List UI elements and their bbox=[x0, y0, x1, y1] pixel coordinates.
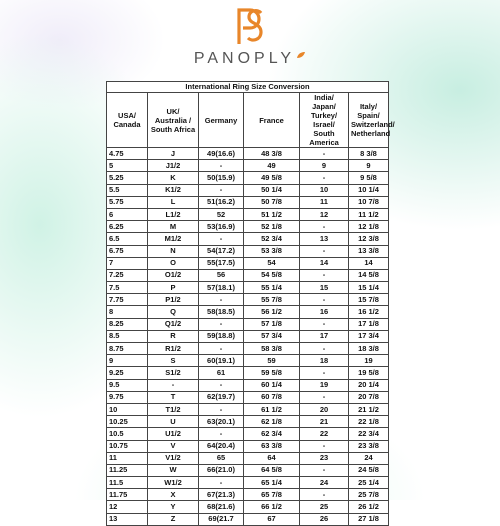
table-cell: 24 bbox=[300, 477, 349, 489]
table-cell: 54 5/8 bbox=[244, 269, 300, 281]
table-row bbox=[107, 501, 389, 513]
table-cell: 51(16.2) bbox=[199, 196, 244, 208]
table-cell: 56 bbox=[199, 269, 244, 281]
table-cell: 25 7/8 bbox=[349, 489, 389, 501]
table-cell: - bbox=[300, 343, 349, 355]
table-cell: V bbox=[148, 440, 199, 452]
table-row bbox=[107, 330, 389, 342]
table-cell: 55(17.5) bbox=[199, 257, 244, 269]
table-row bbox=[107, 184, 389, 196]
table-cell: 48 3/8 bbox=[244, 148, 300, 160]
table-cell: 12 bbox=[300, 208, 349, 220]
table-cell: 10 7/8 bbox=[349, 196, 389, 208]
table-cell: 67(21.3) bbox=[199, 489, 244, 501]
table-row bbox=[107, 513, 389, 525]
table-cell: 11 1/2 bbox=[349, 208, 389, 220]
table-header-row bbox=[107, 93, 389, 148]
table-cell: 23 3/8 bbox=[349, 440, 389, 452]
table-cell: 18 bbox=[300, 355, 349, 367]
table-cell: - bbox=[300, 294, 349, 306]
table-cell: 61 bbox=[199, 367, 244, 379]
header-italy-spain: Italy/ Spain/ Switzerland/ Netherland bbox=[349, 93, 389, 148]
table-cell: - bbox=[199, 403, 244, 415]
table-cell: - bbox=[199, 428, 244, 440]
table-row bbox=[107, 245, 389, 257]
table-cell: 59 5/8 bbox=[244, 367, 300, 379]
table-cell: 22 1/8 bbox=[349, 416, 389, 428]
table-cell: Q1/2 bbox=[148, 318, 199, 330]
table-row bbox=[107, 477, 389, 489]
table-cell: 27 1/8 bbox=[349, 513, 389, 525]
table-cell: L1/2 bbox=[148, 208, 199, 220]
table-cell: 7.5 bbox=[107, 282, 148, 294]
table-cell: 9.25 bbox=[107, 367, 148, 379]
table-cell: - bbox=[199, 318, 244, 330]
table-cell: 13 bbox=[300, 233, 349, 245]
table-cell: 19 bbox=[300, 379, 349, 391]
table-cell: 17 1/8 bbox=[349, 318, 389, 330]
header-usa-canada: USA/ Canada bbox=[107, 93, 148, 148]
table-cell: 54 bbox=[244, 257, 300, 269]
table-cell: W bbox=[148, 464, 199, 476]
table-cell: 10 bbox=[300, 184, 349, 196]
table-cell: Y bbox=[148, 501, 199, 513]
table-cell: 14 5/8 bbox=[349, 269, 389, 281]
table-cell: 8.25 bbox=[107, 318, 148, 330]
table-cell: 58(18.5) bbox=[199, 306, 244, 318]
table-cell: 25 bbox=[300, 501, 349, 513]
table-cell: 11.5 bbox=[107, 477, 148, 489]
table-cell: Q bbox=[148, 306, 199, 318]
table-cell: 49(16.6) bbox=[199, 148, 244, 160]
table-row bbox=[107, 367, 389, 379]
table-cell: 66 1/2 bbox=[244, 501, 300, 513]
table-row bbox=[107, 172, 389, 184]
table-cell: 52 bbox=[199, 208, 244, 220]
table-row bbox=[107, 306, 389, 318]
table-cell: - bbox=[300, 440, 349, 452]
table-cell: 13 3/8 bbox=[349, 245, 389, 257]
table-cell: 62 1/8 bbox=[244, 416, 300, 428]
table-cell: 6 bbox=[107, 208, 148, 220]
table-cell: 14 bbox=[349, 257, 389, 269]
table-row bbox=[107, 269, 389, 281]
header-india-japan: India/ Japan/ Turkey/ Israel/ South America bbox=[300, 93, 349, 148]
table-cell: K1/2 bbox=[148, 184, 199, 196]
table-cell: 22 bbox=[300, 428, 349, 440]
table-cell: 9 5/8 bbox=[349, 172, 389, 184]
table-cell: 49 5/8 bbox=[244, 172, 300, 184]
table-row bbox=[107, 440, 389, 452]
table-row bbox=[107, 403, 389, 415]
table-title-row bbox=[107, 82, 389, 93]
table-cell: 64 5/8 bbox=[244, 464, 300, 476]
table-cell: R1/2 bbox=[148, 343, 199, 355]
table-cell: 64(20.4) bbox=[199, 440, 244, 452]
table-cell: 52 1/8 bbox=[244, 221, 300, 233]
table-cell: 15 bbox=[300, 282, 349, 294]
table-cell: U bbox=[148, 416, 199, 428]
table-cell: 19 5/8 bbox=[349, 367, 389, 379]
table-cell: 56 1/2 bbox=[244, 306, 300, 318]
table-cell: 20 7/8 bbox=[349, 391, 389, 403]
table-cell: 64 bbox=[244, 452, 300, 464]
table-cell: R bbox=[148, 330, 199, 342]
table-cell: 5.25 bbox=[107, 172, 148, 184]
table-cell: X bbox=[148, 489, 199, 501]
table-cell: J1/2 bbox=[148, 160, 199, 172]
table-cell: 12 1/8 bbox=[349, 221, 389, 233]
table-cell: 15 1/4 bbox=[349, 282, 389, 294]
table-cell: M1/2 bbox=[148, 233, 199, 245]
header-germany: Germany bbox=[199, 93, 244, 148]
table-cell: 13 bbox=[107, 513, 148, 525]
table-cell: 10.25 bbox=[107, 416, 148, 428]
table-row bbox=[107, 294, 389, 306]
table-cell: 17 3/4 bbox=[349, 330, 389, 342]
leaf-icon bbox=[296, 51, 306, 59]
table-cell: 21 1/2 bbox=[349, 403, 389, 415]
table-row bbox=[107, 282, 389, 294]
table-cell: 16 1/2 bbox=[349, 306, 389, 318]
table-cell: 10 bbox=[107, 403, 148, 415]
table-row bbox=[107, 160, 389, 172]
table-row bbox=[107, 148, 389, 160]
table-row bbox=[107, 391, 389, 403]
table-cell: K bbox=[148, 172, 199, 184]
table-cell: - bbox=[300, 464, 349, 476]
table-cell: V1/2 bbox=[148, 452, 199, 464]
table-cell: O1/2 bbox=[148, 269, 199, 281]
table-cell: 62(19.7) bbox=[199, 391, 244, 403]
table-cell: 50(15.9) bbox=[199, 172, 244, 184]
table-cell: M bbox=[148, 221, 199, 233]
table-cell: 65 1/4 bbox=[244, 477, 300, 489]
table-cell: 63(20.1) bbox=[199, 416, 244, 428]
table-row bbox=[107, 428, 389, 440]
table-cell: 11.25 bbox=[107, 464, 148, 476]
table-cell: - bbox=[300, 269, 349, 281]
table-cell: P1/2 bbox=[148, 294, 199, 306]
table-cell: 9 bbox=[107, 355, 148, 367]
table-cell: 10.75 bbox=[107, 440, 148, 452]
table-cell: 6.75 bbox=[107, 245, 148, 257]
table-cell: 24 5/8 bbox=[349, 464, 389, 476]
table-cell: 11 bbox=[300, 196, 349, 208]
table-cell: 22 3/4 bbox=[349, 428, 389, 440]
table-cell: 55 1/4 bbox=[244, 282, 300, 294]
table-cell: 69(21.7 bbox=[199, 513, 244, 525]
table-cell: 66(21.0) bbox=[199, 464, 244, 476]
table-cell: 12 bbox=[107, 501, 148, 513]
table-cell: - bbox=[300, 245, 349, 257]
table-cell: - bbox=[300, 148, 349, 160]
brand-name bbox=[194, 50, 306, 68]
table-row bbox=[107, 489, 389, 501]
table-cell: N bbox=[148, 245, 199, 257]
table-cell: 20 bbox=[300, 403, 349, 415]
table-cell: 25 1/4 bbox=[349, 477, 389, 489]
table-cell: 9.75 bbox=[107, 391, 148, 403]
table-cell: 12 3/8 bbox=[349, 233, 389, 245]
table-cell: - bbox=[199, 477, 244, 489]
table-cell: P bbox=[148, 282, 199, 294]
table-cell: - bbox=[199, 184, 244, 196]
table-cell: 68(21.6) bbox=[199, 501, 244, 513]
table-cell: 57 3/4 bbox=[244, 330, 300, 342]
table-cell: O bbox=[148, 257, 199, 269]
table-cell: - bbox=[148, 379, 199, 391]
table-row bbox=[107, 257, 389, 269]
table-cell: 53(16.9) bbox=[199, 221, 244, 233]
table-cell: - bbox=[300, 367, 349, 379]
table-cell: 60 7/8 bbox=[244, 391, 300, 403]
ring-size-table-container bbox=[106, 81, 395, 526]
table-cell: 17 bbox=[300, 330, 349, 342]
table-cell: U1/2 bbox=[148, 428, 199, 440]
table-cell: 10.5 bbox=[107, 428, 148, 440]
table-cell: 7.75 bbox=[107, 294, 148, 306]
table-cell: 23 bbox=[300, 452, 349, 464]
table-row bbox=[107, 416, 389, 428]
table-cell: 7 bbox=[107, 257, 148, 269]
table-cell: 8.5 bbox=[107, 330, 148, 342]
table-cell: 59(18.8) bbox=[199, 330, 244, 342]
table-cell: 8 3/8 bbox=[349, 148, 389, 160]
table-cell: 50 7/8 bbox=[244, 196, 300, 208]
table-row bbox=[107, 379, 389, 391]
table-row bbox=[107, 208, 389, 220]
table-cell: 18 3/8 bbox=[349, 343, 389, 355]
table-cell: T bbox=[148, 391, 199, 403]
table-row bbox=[107, 221, 389, 233]
table-cell: 10 1/4 bbox=[349, 184, 389, 196]
table-cell: 21 bbox=[300, 416, 349, 428]
table-cell: 6.5 bbox=[107, 233, 148, 245]
table-cell: - bbox=[199, 233, 244, 245]
table-cell: - bbox=[300, 172, 349, 184]
table-cell: 9 bbox=[300, 160, 349, 172]
table-cell: 57(18.1) bbox=[199, 282, 244, 294]
table-cell: 50 1/4 bbox=[244, 184, 300, 196]
table-cell: 67 bbox=[244, 513, 300, 525]
table-cell: 55 7/8 bbox=[244, 294, 300, 306]
table-cell: 16 bbox=[300, 306, 349, 318]
table-cell: 11.75 bbox=[107, 489, 148, 501]
table-row bbox=[107, 355, 389, 367]
table-cell: 6.25 bbox=[107, 221, 148, 233]
table-row bbox=[107, 233, 389, 245]
table-row bbox=[107, 464, 389, 476]
table-cell: 4.75 bbox=[107, 148, 148, 160]
table-row bbox=[107, 343, 389, 355]
table-cell: 5.75 bbox=[107, 196, 148, 208]
table-cell: S1/2 bbox=[148, 367, 199, 379]
table-cell: 14 bbox=[300, 257, 349, 269]
table-cell: 11 bbox=[107, 452, 148, 464]
brand-logo bbox=[0, 6, 500, 68]
table-cell: - bbox=[300, 489, 349, 501]
table-cell: 26 bbox=[300, 513, 349, 525]
table-cell: S bbox=[148, 355, 199, 367]
table-cell: 57 1/8 bbox=[244, 318, 300, 330]
table-cell: 20 1/4 bbox=[349, 379, 389, 391]
table-cell: 9.5 bbox=[107, 379, 148, 391]
table-cell: 49 bbox=[244, 160, 300, 172]
table-cell: 65 7/8 bbox=[244, 489, 300, 501]
table-cell: 26 1/2 bbox=[349, 501, 389, 513]
table-cell: 53 3/8 bbox=[244, 245, 300, 257]
table-cell: T1/2 bbox=[148, 403, 199, 415]
table-cell: - bbox=[300, 391, 349, 403]
table-cell: 63 3/8 bbox=[244, 440, 300, 452]
table-cell: 60 1/4 bbox=[244, 379, 300, 391]
table-cell: Z bbox=[148, 513, 199, 525]
table-cell: 8.75 bbox=[107, 343, 148, 355]
table-cell: 7.25 bbox=[107, 269, 148, 281]
table-cell: L bbox=[148, 196, 199, 208]
table-cell: 61 1/2 bbox=[244, 403, 300, 415]
table-cell: 19 bbox=[349, 355, 389, 367]
table-cell: - bbox=[199, 343, 244, 355]
table-cell: W1/2 bbox=[148, 477, 199, 489]
table-cell: 52 3/4 bbox=[244, 233, 300, 245]
table-cell: - bbox=[199, 160, 244, 172]
table-cell: 59 bbox=[244, 355, 300, 367]
table-cell: 51 1/2 bbox=[244, 208, 300, 220]
table-title: International Ring Size Conversion bbox=[107, 82, 389, 93]
table-cell: 60(19.1) bbox=[199, 355, 244, 367]
brand-text: PANOPLY bbox=[193, 50, 296, 67]
table-cell: 24 bbox=[349, 452, 389, 464]
table-cell: 9 bbox=[349, 160, 389, 172]
table-cell: J bbox=[148, 148, 199, 160]
table-cell: 5.5 bbox=[107, 184, 148, 196]
table-row bbox=[107, 196, 389, 208]
header-france: France bbox=[244, 93, 300, 148]
table-cell: 54(17.2) bbox=[199, 245, 244, 257]
table-row bbox=[107, 452, 389, 464]
ring-size-conversion-table bbox=[106, 81, 395, 526]
table-cell: - bbox=[199, 379, 244, 391]
header-uk-australia: UK/ Australia / South Africa bbox=[148, 93, 199, 148]
table-cell: - bbox=[300, 318, 349, 330]
table-cell: 65 bbox=[199, 452, 244, 464]
table-cell: 62 3/4 bbox=[244, 428, 300, 440]
table-cell: 58 3/8 bbox=[244, 343, 300, 355]
ps-monogram-icon bbox=[230, 6, 270, 46]
table-cell: - bbox=[300, 221, 349, 233]
table-cell: 5 bbox=[107, 160, 148, 172]
table-row bbox=[107, 318, 389, 330]
table-cell: 8 bbox=[107, 306, 148, 318]
table-cell: - bbox=[199, 294, 244, 306]
table-cell: 15 7/8 bbox=[349, 294, 389, 306]
